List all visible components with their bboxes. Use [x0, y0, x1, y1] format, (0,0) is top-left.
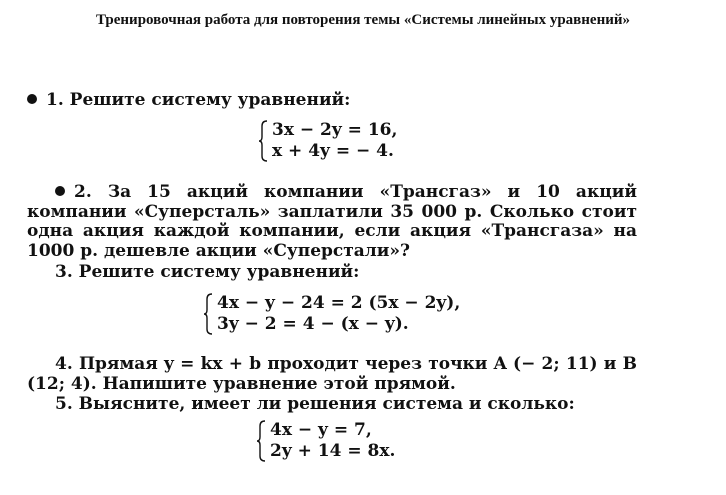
equation: 4x − y = 7, [270, 420, 372, 440]
problem-number: 2. [74, 182, 92, 202]
equation-system-3 [203, 293, 460, 335]
equation: x + 4y = − 4. [272, 141, 394, 161]
problem-5 [55, 395, 635, 415]
bullet-icon [27, 94, 37, 104]
problem-text: За 15 акций компании «Трансгаз» и 10 акций компании «Суперсталь» заплатили 35 000 р. Сколько стоит одна акция каждой компании, если акция «Трансгаза» на 1000 р. дешевле акции «Суперстали»? [27, 182, 637, 261]
equation-system-5 [256, 420, 395, 462]
problem-3 [55, 263, 635, 283]
problem-4 [27, 355, 637, 394]
problem-text: Решите систему уравнений: [69, 90, 351, 110]
problem-number: 1. [46, 90, 64, 110]
equation-system-1 [258, 120, 397, 162]
problem-text: Решите систему уравнений: [78, 262, 360, 282]
problem-2 [27, 183, 637, 261]
problem-1 [27, 91, 637, 111]
bullet-icon [55, 186, 65, 196]
equation: 3y − 2 = 4 − (x − y). [217, 314, 409, 334]
problem-number: 4. [55, 354, 73, 374]
page-title: Тренировочная работа для повторения темы «Системы линейных уравнений» [95, 12, 631, 28]
equation: 4x − y − 24 = 2 (5x − 2y), [217, 293, 461, 313]
brace-icon [258, 120, 268, 162]
problem-text: Выясните, имеет ли решения система и сколько: [78, 394, 575, 414]
problem-number: 3. [55, 262, 73, 282]
problem-text: Прямая y = kx + b проходит через точки A (− 2; 11) и B (12; 4). Напишите уравнение этой прямой. [27, 354, 637, 394]
problem-number: 5. [55, 394, 73, 414]
equation: 3x − 2y = 16, [272, 120, 398, 140]
brace-icon [203, 293, 213, 335]
equation: 2y + 14 = 8x. [270, 441, 396, 461]
brace-icon [256, 420, 266, 462]
